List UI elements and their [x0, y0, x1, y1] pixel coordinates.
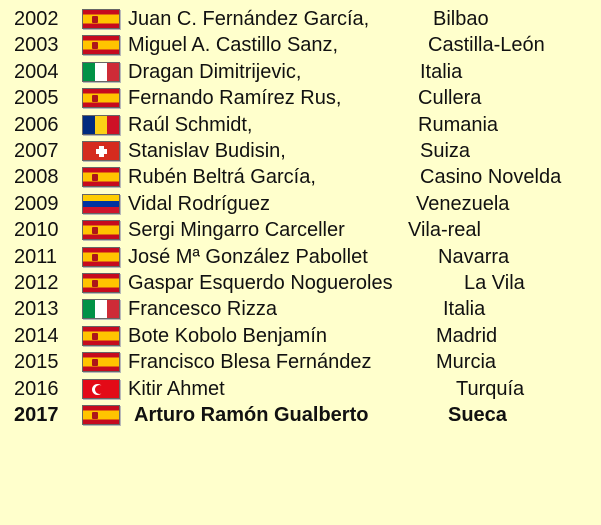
player-name: Arturo Ramón Gualberto — [134, 404, 369, 426]
place: Castilla-León — [428, 34, 545, 57]
place: Navarra — [438, 245, 510, 268]
place: La Vila — [464, 272, 525, 294]
switzerland-flag-icon — [82, 141, 120, 161]
player-name: Stanislav Budisin, — [128, 140, 286, 162]
spain-flag-icon — [82, 167, 120, 187]
place: Vila-real — [408, 219, 481, 242]
year: 2017 — [14, 404, 59, 426]
year: 2009 — [14, 192, 59, 215]
year: 2011 — [14, 245, 58, 268]
player-name: Raúl Schmidt, — [128, 113, 253, 136]
player-name: Juan C. Fernández García, — [128, 8, 370, 30]
year: 2005 — [14, 87, 59, 110]
player-name: Miguel A. Castillo Sanz, — [128, 34, 339, 57]
place: Suiza — [420, 140, 471, 162]
player-name: Sergi Mingarro Carceller — [128, 219, 345, 242]
year: 2015 — [14, 351, 59, 374]
player-name: Francisco Blesa Fernández — [128, 351, 372, 374]
place: Bilbao — [433, 8, 489, 30]
spain-flag-icon — [82, 247, 120, 267]
place: Turquía — [456, 377, 525, 400]
year: 2010 — [14, 219, 59, 242]
list-item — [0, 164, 601, 190]
player-name: Bote Kobolo Benjamín — [128, 324, 328, 347]
list-item — [0, 376, 601, 402]
list-item — [0, 296, 601, 322]
year: 2002 — [14, 8, 59, 30]
player-name: Fernando Ramírez Rus, — [128, 87, 342, 110]
list-item — [0, 138, 601, 164]
player-name: Rubén Beltrá García, — [128, 166, 316, 189]
place: Cullera — [418, 87, 482, 110]
spain-flag-icon — [82, 9, 120, 29]
list-item — [0, 349, 601, 375]
year: 2013 — [14, 298, 59, 321]
spain-flag-icon — [82, 220, 120, 240]
year: 2007 — [14, 140, 59, 162]
place: Venezuela — [416, 192, 510, 215]
place: Italia — [420, 60, 463, 83]
venezuela-flag-icon — [82, 194, 120, 214]
spain-flag-icon — [82, 273, 120, 293]
player-name: José Mª González Pabollet — [128, 245, 368, 268]
list-item — [0, 32, 601, 58]
place: Murcia — [436, 351, 497, 374]
year: 2016 — [14, 377, 59, 400]
list-item — [0, 191, 601, 217]
spain-flag-icon — [82, 35, 120, 55]
year: 2012 — [14, 272, 59, 294]
italy-flag-icon — [82, 62, 120, 82]
list-item — [0, 323, 601, 349]
player-name: Gaspar Esquerdo Nogueroles — [128, 272, 393, 294]
list-item — [0, 85, 601, 111]
italy-flag-icon — [82, 299, 120, 319]
year: 2008 — [14, 166, 59, 189]
player-name: Francesco Rizza — [128, 298, 277, 321]
spain-flag-icon — [82, 405, 120, 425]
place: Italia — [443, 298, 486, 321]
list-item — [0, 59, 601, 85]
place: Casino Novelda — [420, 166, 562, 189]
year: 2003 — [14, 34, 59, 57]
spain-flag-icon — [82, 88, 120, 108]
place: Rumania — [418, 113, 499, 136]
place: Sueca — [448, 404, 507, 426]
year: 2006 — [14, 113, 59, 136]
year: 2004 — [14, 60, 59, 83]
list-item — [0, 217, 601, 243]
list-item — [0, 112, 601, 138]
player-name: Dragan Dimitrijevic, — [128, 60, 302, 83]
year: 2014 — [14, 324, 59, 347]
list-item-highlighted — [0, 402, 601, 428]
player-name: Vidal Rodríguez — [128, 192, 270, 215]
place: Madrid — [436, 324, 498, 347]
list-item — [0, 270, 601, 296]
list-item — [0, 6, 601, 32]
spain-flag-icon — [82, 326, 120, 346]
turkey-flag-icon — [82, 379, 120, 399]
player-name: Kitir Ahmet — [128, 377, 225, 400]
romania-flag-icon — [82, 115, 120, 135]
list-item — [0, 244, 601, 270]
spain-flag-icon — [82, 352, 120, 372]
